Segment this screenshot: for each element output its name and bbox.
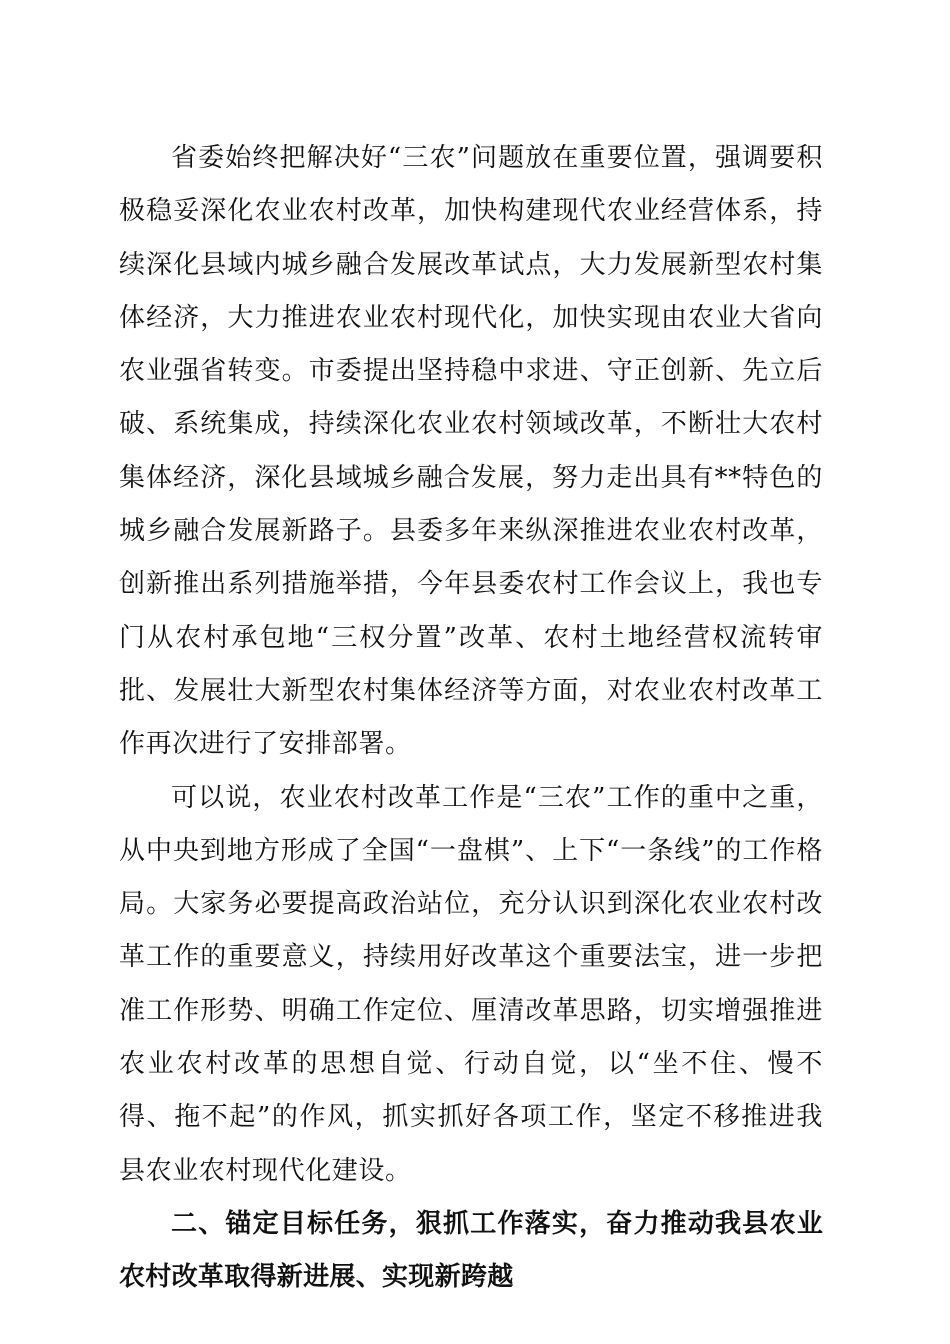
body-paragraph: 可以说，农业农村改革工作是“三农”工作的重中之重，从中央到地方形成了全国“一盘棋”、上下“一条线”的工作格局。大家务必要提高政治站位，充分认识到深化农业农村改革工作的重要意义，持续用好改革这个重要法宝，进一步把准工作形势、明确工作定位、厘清改革思路，切实增强推进农业农村改革的思想自觉、行动自觉，以“坐不住、慢不得、拖不起”的作风，抓实抓好各项工作，坚定不移推进我县农业农村现代化建设。 (119, 782, 823, 1186)
document-body (119, 132, 823, 1305)
section-heading: 二、锚定目标任务，狠抓工作落实，奋力推动我县农业农村改革取得新进展、实现新跨越 (119, 1208, 823, 1293)
body-paragraph: 省委始终把解决好“三农”问题放在重要位置，强调要积极稳妥深化农业农村改革，加快构建现代农业经营体系，持续深化县域内城乡融合发展改革试点，大力发展新型农村集体经济，大力推进农业农村现代化，加快实现由农业大省向农业强省转变。市委提出坚持稳中求进、守正创新、先立后破、系统集成，持续深化农业农村领域改革，不断壮大农村集体经济，深化县域城乡融合发展，努力走出具有**特色的城乡融合发展新路子。县委多年来纵深推进农业农村改革，创新推出系列措施举措，今年县委农村工作会议上，我也专门从农村承包地“三权分置”改革、农村土地经营权流转审批、发展壮大新型农村集体经济等方面，对农业农村改革工作再次进行了安排部署。 (119, 143, 823, 760)
